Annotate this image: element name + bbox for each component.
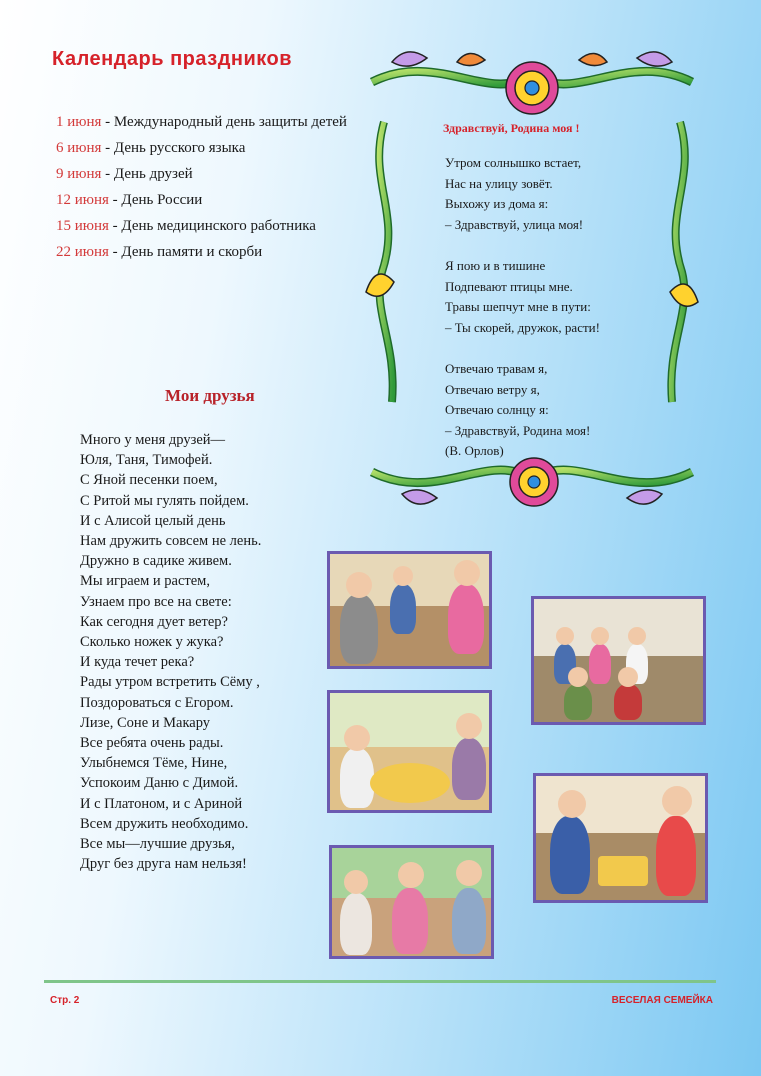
poem-line: Дружно в садике живем. bbox=[80, 553, 232, 570]
poem-line: Отвечаю солнцу я: bbox=[445, 402, 549, 417]
holiday-date: 15 июня bbox=[56, 218, 109, 234]
poem-line: Все мы—лучшие друзья, bbox=[80, 836, 235, 853]
holiday-name: - День русского языка bbox=[101, 140, 246, 156]
poem-line: Много у меня друзей— bbox=[80, 432, 226, 448]
holiday-name: - День России bbox=[108, 192, 203, 208]
poem-line: Юля, Таня, Тимофей. bbox=[80, 452, 213, 469]
poem-line: (В. Орлов) bbox=[445, 443, 504, 458]
poem-line: Узнаем про все на свете: bbox=[80, 593, 232, 610]
holiday-name: - День памяти и скорби bbox=[108, 244, 263, 260]
poem-line: Друг без друга нам нельзя! bbox=[80, 856, 247, 873]
holiday-date: 22 июня bbox=[56, 244, 109, 260]
poem-line: Все ребята очень рады. bbox=[80, 735, 224, 752]
poem-line: Отвечаю травам я, bbox=[445, 361, 548, 376]
holiday-item bbox=[56, 115, 356, 130]
calendar-title: Календарь праздников bbox=[52, 48, 293, 70]
poem-line: Поздороваться с Егором. bbox=[80, 694, 234, 711]
poem-line: Нас на улицу зовёт. bbox=[445, 175, 553, 191]
poem-line: И с Платоном, и с Ариной bbox=[80, 795, 243, 812]
poem-line: Улыбнемся Тёме, Нине, bbox=[80, 755, 228, 772]
poem-line: – Ты скорей, дружок, расти! bbox=[445, 319, 600, 335]
poem-line: Всем дружить необходимо. bbox=[80, 815, 249, 832]
poem-stanza bbox=[445, 256, 600, 338]
poem-line: И с Алисой целый день bbox=[80, 512, 226, 529]
page-number: Стр. 2 bbox=[50, 995, 80, 1006]
holiday-date: 9 июня bbox=[56, 166, 102, 182]
homeland-poem bbox=[445, 153, 600, 483]
poem-stanza bbox=[445, 153, 600, 235]
holiday-item bbox=[56, 193, 356, 208]
poem-line: И куда течет река? bbox=[80, 654, 195, 671]
poem-line: – Здравствуй, Родина моя! bbox=[445, 422, 591, 438]
holiday-name: - День друзей bbox=[101, 166, 193, 182]
photo-group-kids bbox=[531, 596, 706, 725]
footer-divider bbox=[44, 980, 716, 983]
holiday-name: - День медицинского работника bbox=[108, 218, 316, 234]
poem-line: Мы играем и растем, bbox=[80, 573, 210, 590]
holiday-item bbox=[56, 167, 356, 182]
friends-poem bbox=[80, 430, 261, 874]
poem-line: – Здравствуй, улица моя! bbox=[445, 216, 584, 232]
homeland-poem-title: Здравствуй, Родина моя ! bbox=[443, 121, 580, 135]
poem-line: С Ритой мы гулять пойдем. bbox=[80, 492, 249, 509]
holiday-item bbox=[56, 141, 356, 156]
poem-line: Рады утром встретить Сёму , bbox=[80, 674, 260, 691]
holiday-item bbox=[56, 245, 356, 260]
poem-line: Лизе, Соне и Макару bbox=[80, 714, 211, 731]
poem-line: Травы шепчут мне в пути: bbox=[445, 299, 591, 314]
holiday-list bbox=[56, 115, 356, 271]
holiday-name: - Международный день защиты детей bbox=[101, 114, 347, 130]
poem-line: Выхожу из дома я: bbox=[445, 196, 549, 211]
poem-line: Нам дружить совсем не лень. bbox=[80, 533, 262, 550]
poem-line: С Яной песенки поем, bbox=[80, 472, 218, 489]
photo-boys-constructor bbox=[533, 773, 708, 903]
poem-stanza bbox=[445, 359, 600, 462]
holiday-date: 6 июня bbox=[56, 140, 102, 156]
friends-poem-title: Мои друзья bbox=[165, 386, 255, 405]
poem-line: Как сегодня дует ветер? bbox=[80, 613, 228, 630]
poem-line: Утром солнышко встает, bbox=[445, 155, 582, 170]
holiday-date: 12 июня bbox=[56, 192, 109, 208]
holiday-date: 1 июня bbox=[56, 114, 102, 130]
magazine-name: ВЕСЕЛАЯ СЕМЕЙКА bbox=[611, 995, 713, 1006]
holiday-item bbox=[56, 219, 356, 234]
poem-line: Сколько ножек у жука? bbox=[80, 634, 224, 651]
photo-kids-toys bbox=[329, 845, 494, 959]
photo-kids-playing-floor bbox=[327, 551, 492, 669]
poem-line: Отвечаю ветру я, bbox=[445, 381, 540, 397]
poem-line: Я пою и в тишине bbox=[445, 258, 546, 273]
photo-kids-table bbox=[327, 690, 492, 813]
poem-line: Подпевают птицы мне. bbox=[445, 278, 573, 294]
poem-line: Успокоим Даню с Димой. bbox=[80, 775, 239, 792]
